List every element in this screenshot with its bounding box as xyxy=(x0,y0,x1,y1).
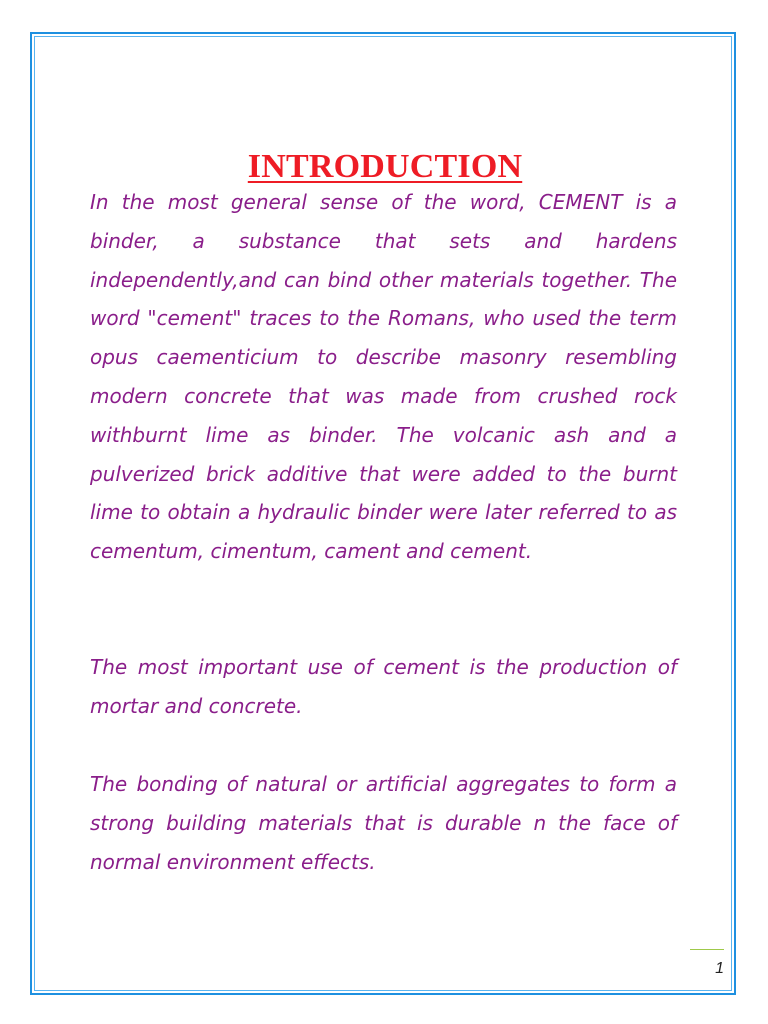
page-number: 1 xyxy=(715,960,724,977)
page-title: INTRODUCTION xyxy=(247,148,523,185)
paragraph-cement-use: The most important use of cement is the production of mortar and concrete. xyxy=(90,655,677,718)
paragraph-cement-definition: In the most general sense of the word, CEMENT is a binder, a substance that sets and hardens independently,and can bind other materials together. The word "cement" traces to the Romans, who used the term opus caementicium to describe masonry resembling modern concrete that was made from crushed rock withburnt lime as binder. The volcanic ash and a pulverized brick additive that were added to the burnt lime to obtain a hydraulic binder were later referred to as cementum, cimentum, cament and cement. xyxy=(90,190,677,564)
footer-rule xyxy=(690,949,724,950)
paragraph-aggregate-bonding: The bonding of natural or artificial aggregates to form a strong building materials that is durable n the face of normal environment effects. xyxy=(90,772,677,874)
